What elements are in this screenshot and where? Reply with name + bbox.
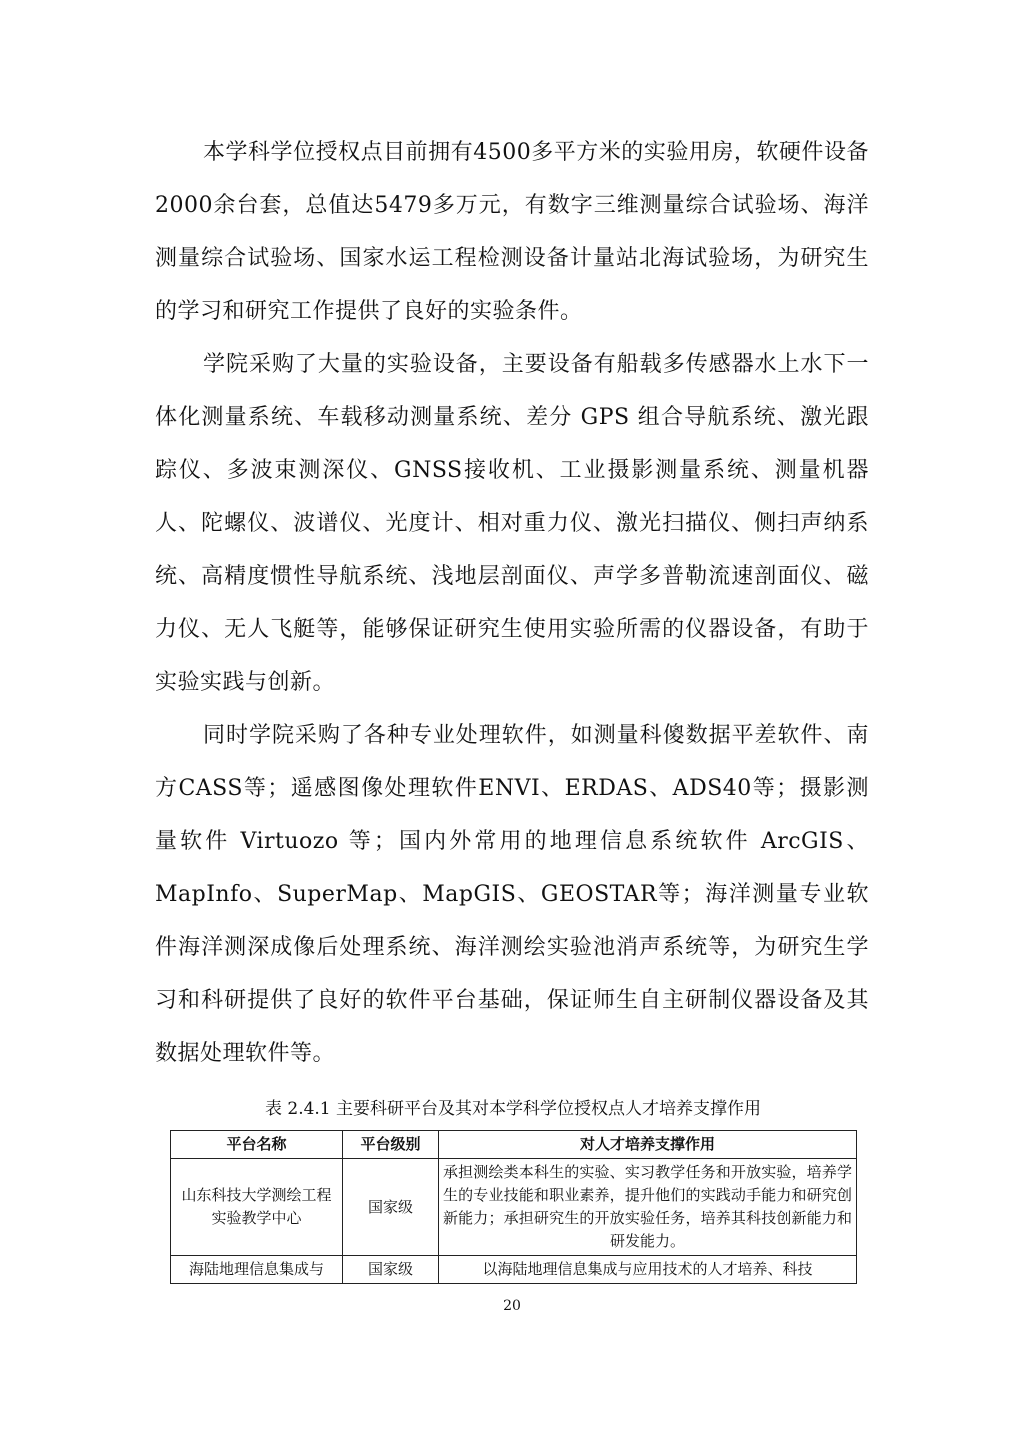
page-number: 20: [503, 1298, 521, 1314]
table-caption: 表 2.4.1 主要科研平台及其对本学科学位授权点人才培养支撑作用: [264, 1099, 762, 1119]
header-platform-level: 平台级别: [343, 1131, 439, 1159]
header-platform-name: 平台名称: [171, 1131, 343, 1159]
table-header-row: [171, 1131, 857, 1159]
cell-platform-level: 国家级: [343, 1159, 439, 1256]
cell-platform-level: 国家级: [343, 1256, 439, 1284]
cell-support-role: 以海陆地理信息集成与应用技术的人才培养、科技: [439, 1256, 857, 1284]
paragraph-lab-facilities: 本学科学位授权点目前拥有4500多平方米的实验用房，软硬件设备2000余台套，总值达5479多万元，有数字三维测量综合试验场、海洋测量综合试验场、国家水运工程检测设备计量站北海试验场，为研究生的学习和研究工作提供了良好的实验条件。: [155, 140, 869, 324]
table-row: [171, 1256, 857, 1284]
table-row: [171, 1159, 857, 1256]
paragraph-equipment: 学院采购了大量的实验设备，主要设备有船载多传感器水上水下一体化测量系统、车载移动测量系统、差分 GPS 组合导航系统、激光跟踪仪、多波束测深仪、GNSS接收机、工业摄影测量系统、测量机器人、陀螺仪、波谱仪、光度计、相对重力仪、激光扫描仪、侧扫声纳系统、高精度惯性导航系统、浅地层剖面仪、声学多普勒流速剖面仪、磁力仪、无人飞艇等，能够保证研究生使用实验所需的仪器设备，有助于实验实践与创新。: [155, 352, 869, 695]
platform-table: [170, 1130, 857, 1284]
platform-table-wrapper: [170, 1130, 856, 1284]
paragraph-software: 同时学院采购了各种专业处理软件，如测量科傻数据平差软件、南方CASS等；遥感图像处理软件ENVI、ERDAS、ADS40等；摄影测量软件 Virtuozo 等；国内外常用的地理信息系统软件 ArcGIS、MapInfo、SuperMap、MapGIS、GEOSTAR等；海洋测量专业软件海洋测深成像后处理系统、海洋测绘实验池消声系统等，为研究生学习和科研提供了良好的软件平台基础，保证师生自主研制仪器设备及其数据处理软件等。: [155, 723, 869, 1066]
cell-platform-name: 山东科技大学测绘工程实验教学中心: [171, 1159, 343, 1256]
body-text: [155, 126, 869, 1080]
header-support-role: 对人才培养支撑作用: [439, 1131, 857, 1159]
cell-platform-name: 海陆地理信息集成与: [171, 1256, 343, 1284]
cell-support-role: 承担测绘类本科生的实验、实习教学任务和开放实验，培养学生的专业技能和职业素养，提升他们的实践动手能力和研究创新能力；承担研究生的开放实验任务，培养其科技创新能力和研发能力。: [439, 1159, 857, 1256]
